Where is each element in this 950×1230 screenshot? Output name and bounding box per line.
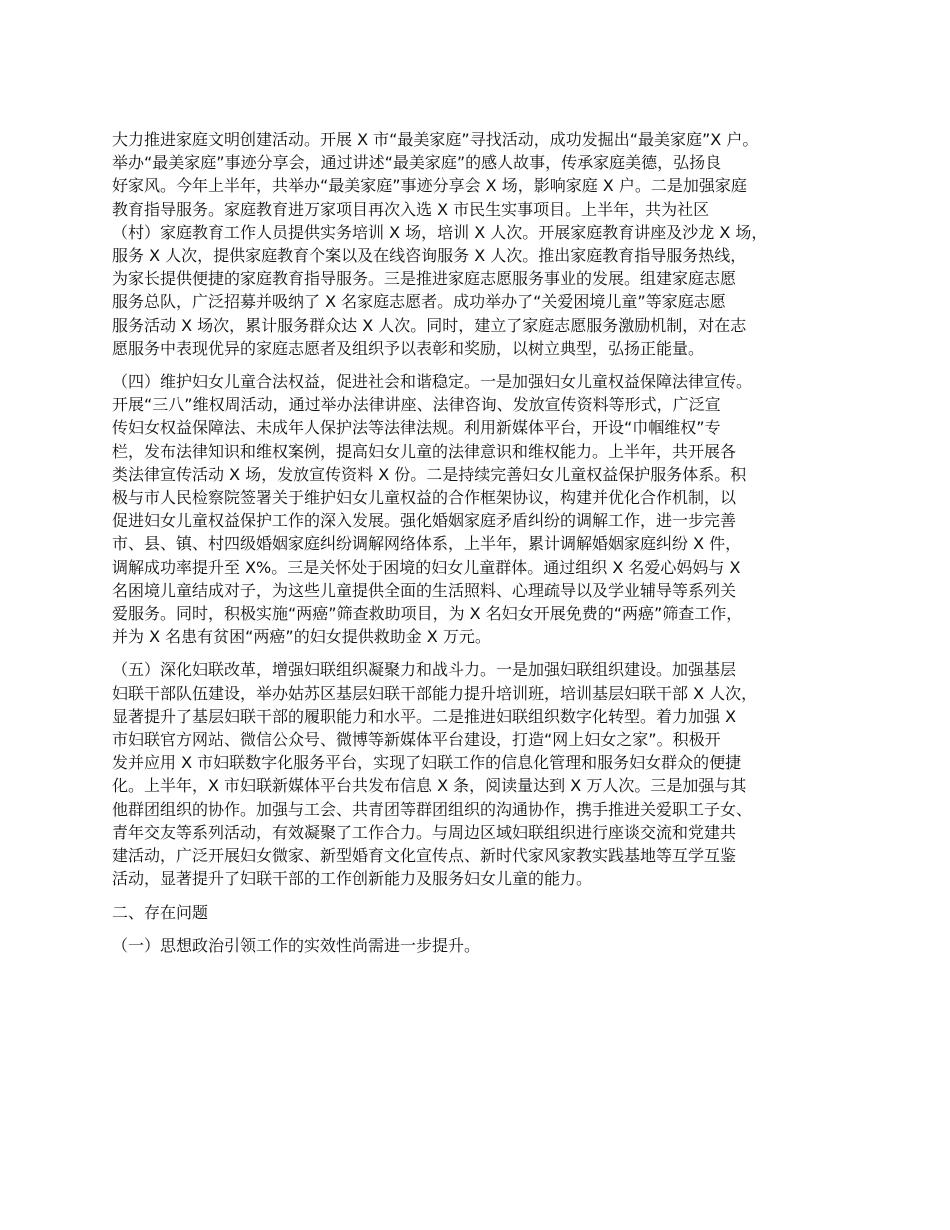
paragraph-family-civilization: 大力推进家庭文明创建活动。开展 X 市“最美家庭”寻找活动，成功发掘出“最美家庭”X 户。 举办“最美家庭”事迹分享会，通过讲述“最美家庭”的感人故事，传承家庭美德，弘扬良 好家风。今年上半年，共举办“最美家庭”事迹分享会 X 场，影响家庭 X 户。二是加强家庭 教育指导服务。家庭教育进万家项目再次入选 X 市民生实事项目。上半年，共为社区 （村）家庭教育工作人员提供实务培训 X 场，培训 X 人次。开展家庭教育讲座及沙龙 X 场， 服务 X 人次，提供家庭教育个案以及在线咨询服务 X 人次。推出家庭教育指导服务热线， 为家长提供便捷的家庭教育指导服务。三是推进家庭志愿服务事业的发展。组建家庭志愿 服务总队，广泛招募并吸纳了 X 名家庭志愿者。成功举办了“关爱困境儿童”等家庭志愿 服务活动 X 场次，累计服务群众达 X 人次。同时，建立了家庭志愿服务激励机制，对在志 愿服务中表现优异的家庭志愿者及组织予以表彰和奖励，以树立典型，弘扬正能量。 (112, 130, 768, 358)
sub-heading-ideological-guidance: （一）思想政治引领工作的实效性尚需进一步提升。 (112, 935, 481, 955)
section-heading-problems: 二、存在问题 (112, 902, 209, 922)
paragraph-federation-reform: （五）深化妇联改革，增强妇联组织凝聚力和战斗力。一是加强妇联组织建设。加强基层 妇联干部队伍建设，举办姑苏区基层妇联干部能力提升培训班，培训基层妇联干部 X 人次， 显著提升了基层妇联干部的履职能力和水平。二是推进妇联组织数字化转型。着力加强 X 市妇联官方网站、微信公众号、微博等新媒体平台建设，打造“网上妇女之家”。积极开 发并应用 X 市妇联数字化服务平台，实现了妇联工作的信息化管理和服务妇女群众的便捷 化。上半年，X 市妇联新媒体平台共发布信息 X 条，阅读量达到 X 万人次。三是加强与其 他群团组织的协作。加强与工会、共青团等群团组织的沟通协作，携手推进关爱职工子女、 青年交友等系列活动，有效凝聚了工作合力。与周边区域妇联组织进行座谈交流和党建共 建活动，广泛开展妇女微家、新型婚育文化宣传点、新时代家风家教实践基地等互学互鉴 活动，显著提升了妇联干部的工作创新能力及服务妇女儿童的能力。 (112, 660, 758, 889)
paragraph-women-children-rights: （四）维护妇女儿童合法权益，促进社会和谐稳定。一是加强妇女儿童权益保障法律宣传。 开展“三八”维权周活动，通过举办法律讲座、法律咨询、发放宣传资料等形式，广泛宣 传妇女权益保障法、未成年人保护法等法律法规。利用新媒体平台，开设“巾帼维权”专 栏，发布法律知识和维权案例，提高妇女儿童的法律意识和维权能力。上半年，共开展各 类法律宣传活动 X 场，发放宣传资料 X 份。二是持续完善妇女儿童权益保护服务体系。积 极与市人民检察院签署关于维护妇女儿童权益的合作框架协议，构建并优化合作机制，以 促进妇女儿童权益保护工作的深入发展。强化婚姻家庭矛盾纠纷的调解工作，进一步完善 市、县、镇、村四级婚姻家庭纠纷调解网络体系，上半年，累计调解婚姻家庭纠纷 X 件， 调解成功率提升至 X%。三是关怀处于困境的妇女儿童群体。通过组织 X 名爱心妈妈与 X 名困境儿童结成对子，为这些儿童提供全面的生活照料、心理疏导以及学业辅导等系列关 爱服务。同时，积极实施“两癌”筛查救助项目，为 X 名妇女开展免费的“两癌”筛查工作， 并为 X 名患有贫困“两癌”的妇女提供救助金 X 万元。 (112, 372, 753, 647)
